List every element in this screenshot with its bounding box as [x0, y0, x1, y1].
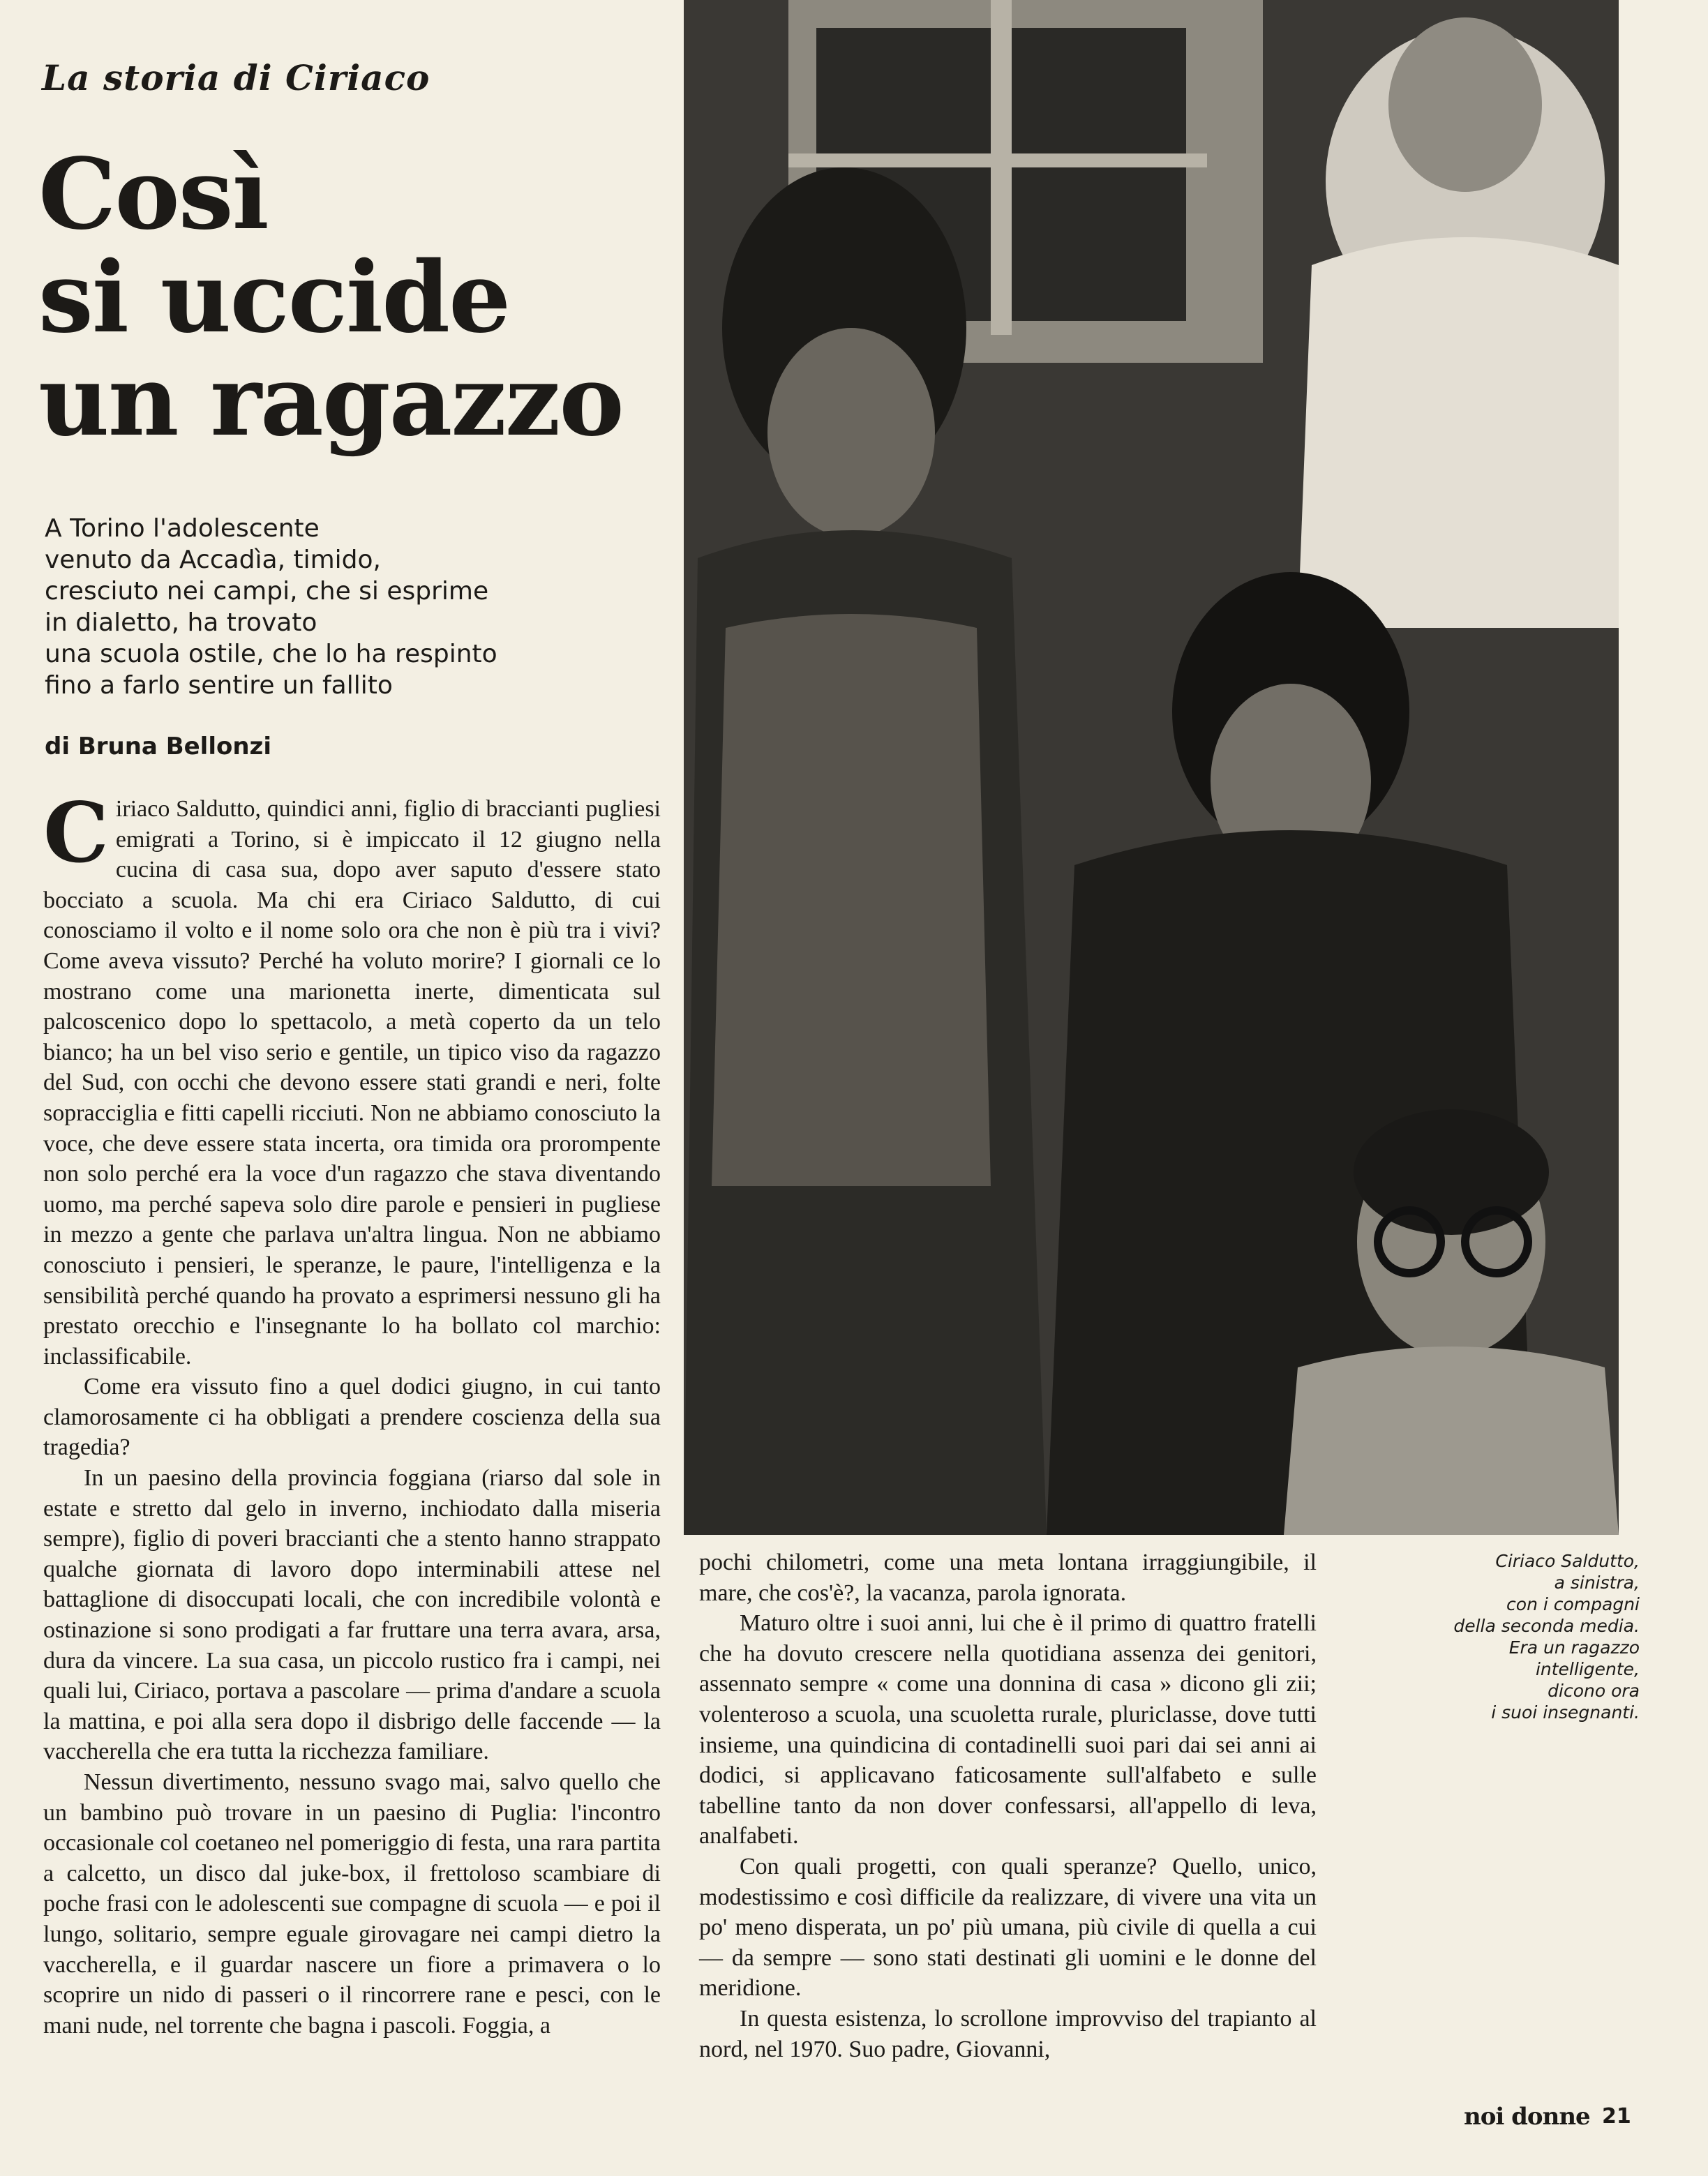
caption-line: Era un ragazzo — [1508, 1637, 1640, 1658]
photo-illustration — [684, 0, 1619, 1535]
page-number: 21 — [1602, 2104, 1631, 2129]
headline-line-2: si uccide — [38, 241, 510, 355]
caption-line: Ciriaco Saldutto, — [1495, 1551, 1640, 1571]
caption-line: intelligente, — [1535, 1659, 1640, 1679]
article-column-2 — [699, 1547, 1317, 2064]
caption-line: della seconda media. — [1453, 1616, 1640, 1636]
article-paragraph: In questa esistenza, lo scrollone improvviso del trapianto al nord, nel 1970. Suo padre, Giovanni, — [699, 2005, 1317, 2062]
article-byline: di Bruna Bellonzi — [45, 733, 271, 760]
article-deck — [45, 513, 673, 701]
deck-line: cresciuto nei campi, che si esprime — [45, 577, 489, 606]
article-paragraph: Con quali progetti, con quali speranze? Quello, unico, modestissimo e così difficile da realizzare, di vivere una vita un po' meno disperata, un po' più umana, più civile di quella a cui — da sempre — sono stati destinati gli uomini e le donne del meridione. — [699, 1853, 1317, 2002]
deck-line: A Torino l'adolescente — [45, 514, 320, 543]
paragraph-text: iriaco Saldutto, quindici anni, figlio di braccianti pugliesi emigrati a Torino, si è impiccato il 12 giugno nella cucina di casa sua, dopo aver saputo d'essere stato bocciato a scuola. Ma chi era Ciriaco Saldutto, di cui conosciamo il volto e il nome solo ora che non è più tra i vivi? Come aveva vissuto? Perché ha voluto morire? I giornali ce lo mostrano come una marionetta inerte, dimenticata sul palcoscenico dopo lo spettacolo, a metà coperto da un telo bianco; ha un bel viso serio e gentile, un tipico viso da ragazzo del Sud, con occhi che devono essere stati grandi e neri, folte sopracciglia e fitti capelli ricciuti. Non ne abbiamo conosciuto la voce, che deve essere stata incerta, ora timida ora prorompente non solo perché era la voce d'un ragazzo che stava diventando uomo, ma perché sapeva solo dire parole e pensieri in pugliese in mezzo a gente che parlava un'altra lingua. Non ne abbiamo conosciuto i pensieri, le speranze, le paure, l'intelligenza e la sensibilità perché quando ha provato a esprimersi nessuno gli ha prestato orecchio e l'insegnante lo ha bollato col marchio: inclassificabile. — [43, 796, 661, 1370]
article-photo — [684, 0, 1619, 1535]
drop-cap: C — [43, 784, 109, 881]
photo-caption — [1340, 1550, 1640, 1723]
caption-line: i suoi insegnanti. — [1491, 1702, 1640, 1723]
caption-line: a sinistra, — [1554, 1573, 1640, 1593]
article-paragraph: In un paesino della provincia foggiana (riarso dal sole in estate e stretto dal gelo in inverno, inchiodato dalla miseria sempre), figlio di poveri braccianti che a stento hanno strappato qualche giornata di lavoro dopo interminabili attese nel battaglione di disoccupati locali, che con incredibile volontà e ostinazione si sono prodigati a far fruttare una terra avara, arsa, dura da vincere. La sua casa, un piccolo rustico fra i campi, nei quali lui, Ciriaco, portava a pascolare — prima d'andare a scuola la mattina, e poi alla sera dopo il disbrigo delle faccende — la vaccherella che era tutta la ricchezza familiare. — [43, 1465, 661, 1765]
article-paragraph: pochi chilometri, come una meta lontana irraggiungibile, il mare, che cos'è?, la vacanza, parola ignorata. — [699, 1550, 1317, 1606]
article-paragraph: Come era vissuto fino a quel dodici giugno, in cui tanto clamorosamente ci ha obbligati a prendere coscienza della sua tragedia? — [43, 1374, 661, 1461]
caption-line: dicono ora — [1548, 1681, 1640, 1701]
deck-line: fino a farlo sentire un fallito — [45, 671, 393, 700]
article-paragraph — [43, 784, 661, 1372]
caption-line: con i compagni — [1506, 1594, 1640, 1614]
deck-line: una scuola ostile, che lo ha respinto — [45, 640, 497, 668]
headline-line-1: Così — [38, 137, 268, 252]
article-paragraph: Nessun divertimento, nessuno svago mai, salvo quello che un bambino può trovare in un paesino di Puglia: l'incontro occasionale col coetaneo nel pomeriggio di festa, una rara partita a calcetto, un disco dal juke-box, il frettoloso scambiare di poche frasi con le adolescenti sue compagne di scuola — e poi il lungo, solitario, sempre eguale girovagare nei campi dietro la vaccherella, e il guardar nascere un fiore a primavera o lo scoprire un nido di passeri o il rincorrere rane e pesci, con le mani nude, nel torrente che bagna i pascoli. Foggia, a — [43, 1769, 661, 2039]
article-paragraph: Maturo oltre i suoi anni, lui che è il primo di quattro fratelli che ha dovuto crescere nella quotidiana assenza dei genitori, assennato sempre « come una donnina di casa » dicono gli zii; volenteroso a scuola, una scuoletta rurale, pluriclasse, dove tutti insieme, una quindicina di contadinelli suoi pari dai sei anni ai dodici, si applicavano faticosamente sull'alfabeto e sulle tabelline tanto da non dover confessarsi, all'appello di leva, analfabeti. — [699, 1610, 1317, 1849]
headline-line-3: un ragazzo — [38, 344, 623, 458]
article-kicker: La storia di Ciriaco — [42, 57, 430, 98]
deck-line: venuto da Accadìa, timido, — [45, 546, 381, 574]
article-headline — [38, 137, 666, 458]
article-column-1 — [43, 784, 661, 2041]
magazine-brand: noi donne — [1464, 2103, 1590, 2131]
deck-line: in dialetto, ha trovato — [45, 608, 317, 637]
